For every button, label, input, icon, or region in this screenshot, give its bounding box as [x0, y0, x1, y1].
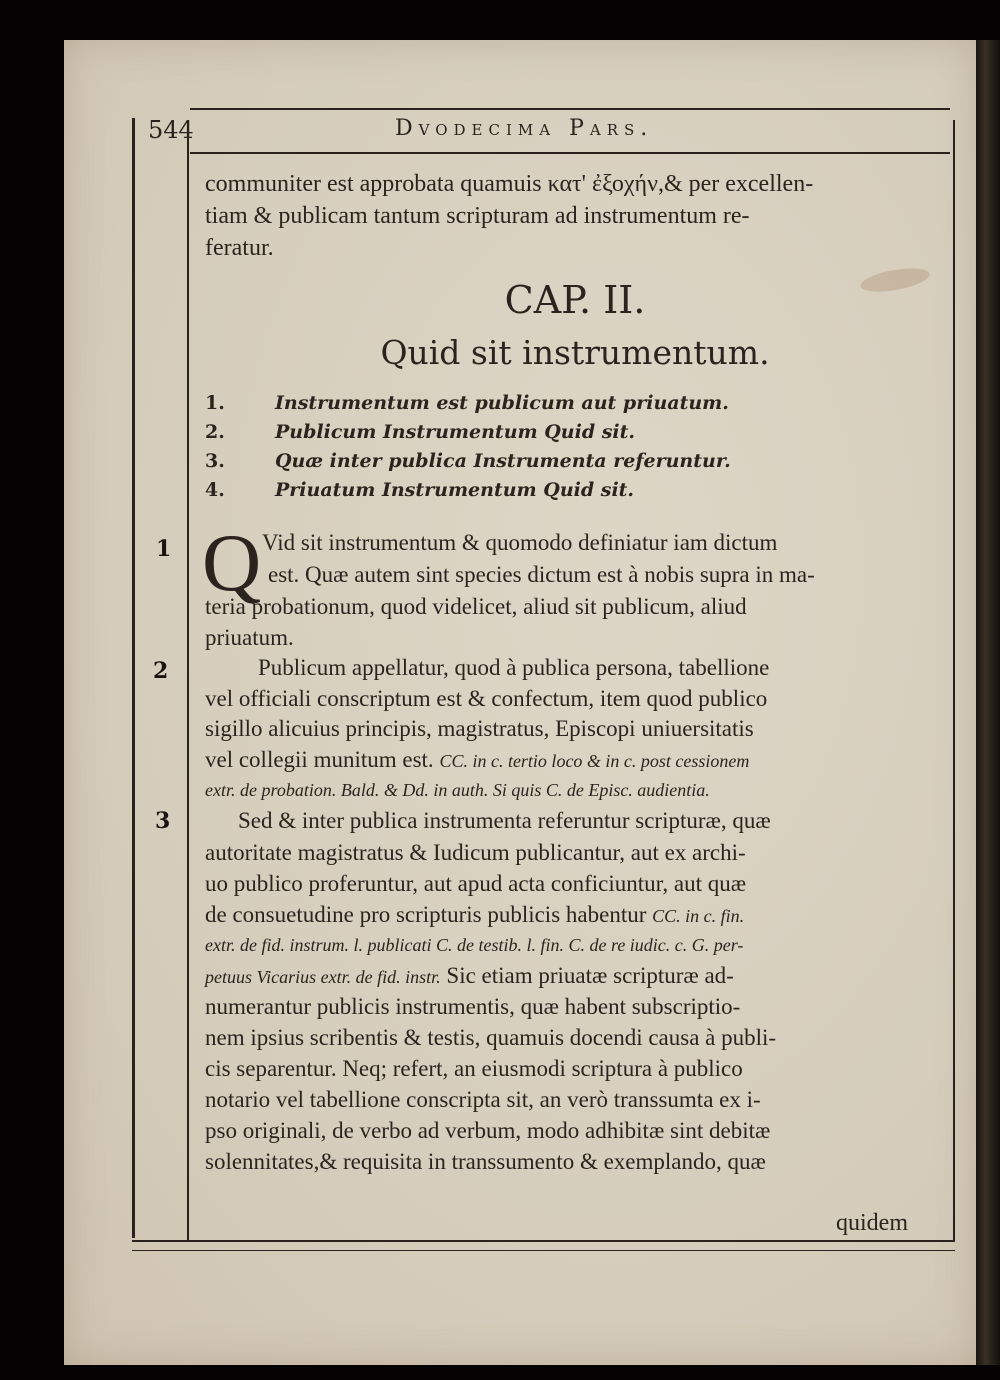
citation-line: extr. de probation. Bald. & Dd. in auth. Si quis C. de Episc. audientia. — [205, 780, 710, 800]
chapter-subtitle: Quid sit instrumentum. — [380, 333, 770, 372]
margin-number: 3 — [155, 808, 171, 834]
margin-number: 2 — [153, 658, 169, 684]
body-line — [205, 747, 935, 773]
citation-line: extr. de fid. instrum. l. publicati C. de testib. l. fin. C. de re iudic. c. G. per- — [205, 935, 744, 955]
body-line — [205, 902, 935, 928]
margin-number: 1 — [156, 536, 172, 562]
footer-rule — [132, 1240, 955, 1242]
text-line: communiter est approbata quamuis κατ' ἐξοχήν,& per excellen- — [205, 171, 814, 197]
body-line: Publicum appellatur, quod à publica persona, tabellione — [258, 655, 770, 680]
chapter-title: CAP. II. — [504, 278, 646, 322]
summary-text: Publicum Instrumentum Quid sit. — [275, 421, 636, 443]
body-line: nem ipsius scribentis & testis, quamuis docendi causa à publi- — [205, 1025, 777, 1050]
body-line: solennitates,& requisita in transsumento & exemplando, quæ — [205, 1149, 766, 1174]
body-line: Sed & inter publica instrumenta referuntur scripturæ, quæ — [238, 808, 771, 833]
citation: CC. in c. tertio loco & in c. post cessionem — [439, 751, 750, 771]
citation: petuus Vicarius extr. de fid. instr. — [205, 967, 441, 987]
body-text: Sic etiam priuatæ scripturæ ad- — [446, 963, 734, 988]
summary-item — [205, 479, 765, 508]
summary-number: 2. — [205, 421, 225, 443]
page-number: 544 — [148, 116, 194, 144]
summary-number: 3. — [205, 450, 225, 472]
running-title: Dvodecima Pars. — [395, 116, 654, 141]
summary-text: Instrumentum est publicum aut priuatum. — [275, 392, 729, 414]
catchword: quidem — [836, 1210, 908, 1236]
summary-item — [205, 421, 765, 450]
summary-item — [205, 392, 765, 421]
body-text: vel collegii munitum est. — [205, 747, 434, 772]
drop-cap: Q — [202, 517, 262, 608]
body-line — [205, 963, 935, 989]
body-line: teria probationum, quod videlicet, aliud sit publicum, aliud — [205, 594, 747, 619]
summary-list — [205, 392, 765, 508]
book-edge — [976, 40, 1000, 1365]
header-rule-bottom — [190, 152, 950, 154]
citation: CC. in c. fin. — [652, 906, 745, 926]
body-line: numerantur publicis instrumentis, quæ habent subscriptio- — [205, 994, 741, 1019]
body-line: autoritate magistratus & Iudicum publicantur, aut ex archi- — [205, 840, 746, 865]
intro-paragraph — [205, 168, 935, 264]
summary-number: 4. — [205, 479, 225, 501]
body-line: Vid sit instrumentum & quomodo definiatur iam dictum — [262, 530, 778, 555]
text-line: tiam & publicam tantum scripturam ad instrumentum re- — [205, 203, 750, 229]
summary-number: 1. — [205, 392, 225, 414]
body-line: est. Quæ autem sint species dictum est à nobis supra in ma- — [268, 562, 815, 587]
summary-text: Priuatum Instrumentum Quid sit. — [275, 479, 635, 501]
header-rule-top — [190, 108, 950, 110]
body-line: cis separentur. Neq; refert, an eiusmodi scriptura à publico — [205, 1056, 743, 1081]
body-line: sigillo alicuius principis, magistratus, Episcopi uniuersitatis — [205, 716, 754, 741]
body-line: uo publico proferuntur, aut apud acta conficiuntur, aut quæ — [205, 871, 747, 896]
body-line: priuatum. — [205, 625, 294, 650]
body-line: vel officiali conscriptum est & confectum, item quod publico — [205, 686, 768, 711]
text-line: feratur. — [205, 235, 274, 261]
body-line: notario vel tabellione conscripta sit, an verò transsumta ex i- — [205, 1087, 761, 1112]
summary-text: Quæ inter publica Instrumenta referuntur. — [275, 450, 731, 472]
summary-item — [205, 450, 765, 479]
running-head — [0, 112, 1000, 152]
footer-rule-2 — [132, 1250, 955, 1251]
body-line: pso originali, de verbo ad verbum, modo adhibitæ sint debitæ — [205, 1118, 771, 1143]
body-text: de consuetudine pro scripturis publicis habentur — [205, 902, 647, 927]
